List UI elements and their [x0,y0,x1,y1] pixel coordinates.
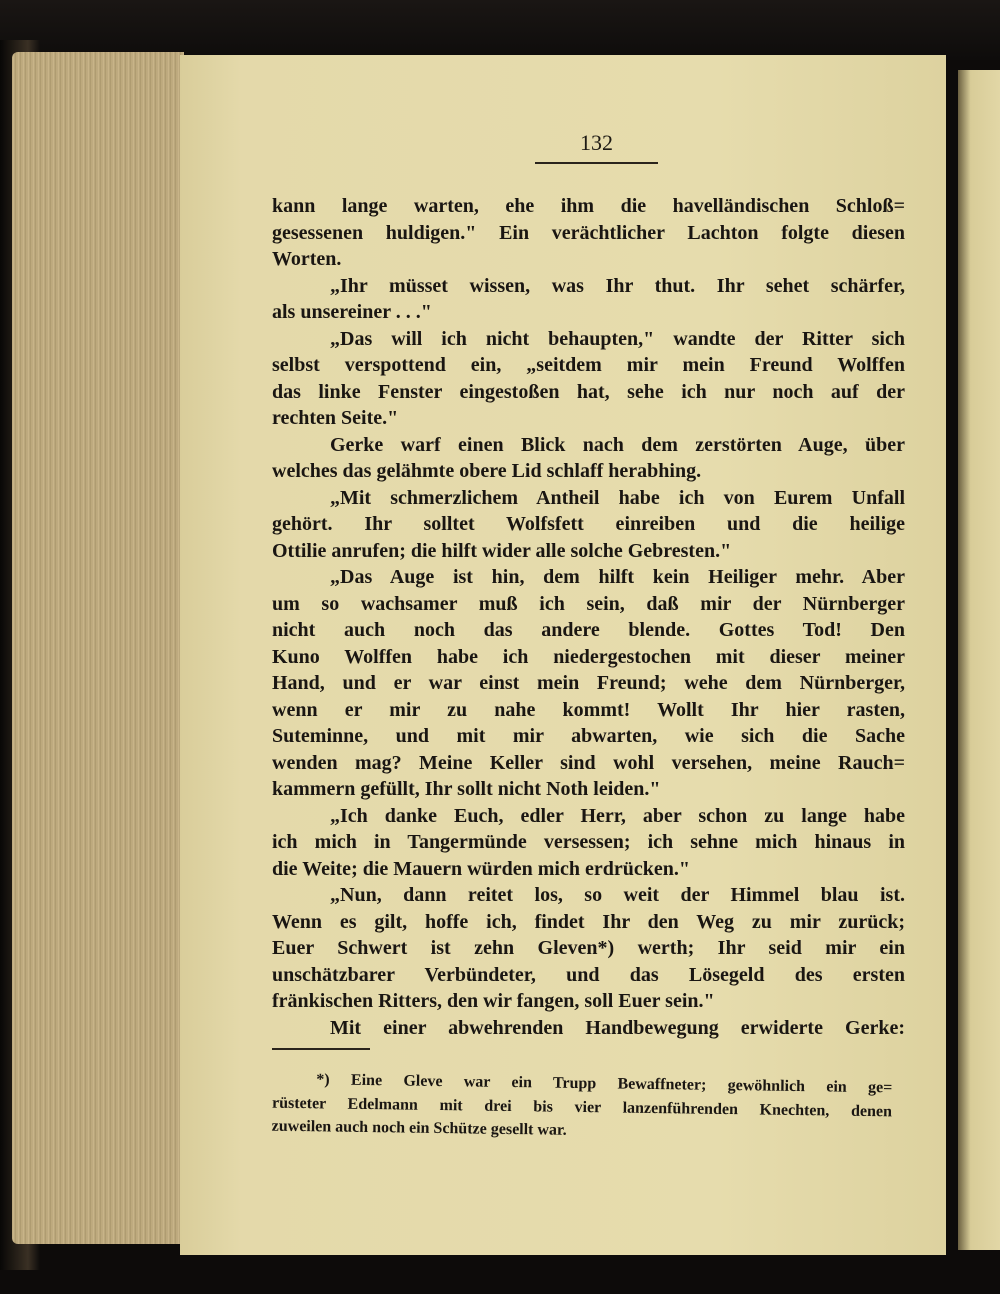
text-line: Hand, und er war einst mein Freund; wehe dem Nürnberger, [272,672,905,694]
text-line: wenn er mir zu nahe kommt! Wollt Ihr hier rasten, [272,698,905,721]
text-line: „Nun, dann reitet los, so weit der Himmel blau ist. [330,884,905,906]
text-line: gehört. Ihr solltet Wolfsfett einreiben und die heilige [272,513,905,535]
body-text [272,193,905,1041]
text-line: als unsereiner . . ." [272,301,432,323]
text-line: ich mich in Tangermünde versessen; ich sehne mich hinaus in [272,831,905,853]
text-line: die Weite; die Mauern würden mich erdrücken." [272,857,690,880]
text-line: unschätzbarer Verbündeter, und das Lösegeld des ersten [272,963,905,986]
text-line: Suteminne, und mit mir abwarten, wie sich die Sache [272,725,905,747]
text-line: „Mit schmerzlichem Antheil habe ich von Eurem Unfall [330,486,905,509]
text-line: Ottilie anrufen; die hilft wider alle solche Gebresten." [272,539,732,562]
text-line: selbst verspottend ein, „seitdem mir mein Freund Wolffen [272,354,905,376]
text-line: kann lange warten, ehe ihm die havelländischen Schloß= [272,195,905,217]
text-line: Euer Schwert ist zehn Gleven*) werth; Ihr seid mir ein [272,937,905,959]
text-line: fränkischen Ritters, den wir fangen, soll Euer sein." [272,990,715,1012]
text-line: „Ihr müsset wissen, was Ihr thut. Ihr sehet schärfer, [330,274,905,297]
text-line: „Das Auge ist hin, dem hilft kein Heiliger mehr. Aber [330,566,905,588]
footnote-line: *) Eine Gleve war ein Trupp Bewaffneter; gewöhnlich ein ge= [316,1071,893,1097]
text-line: das linke Fenster eingestoßen hat, sehe ich nur noch auf der [272,380,905,403]
text-line: kammern gefüllt, Ihr sollt nicht Noth leiden." [272,778,661,800]
footnote [272,1068,893,1147]
text-line: rechten Seite." [272,407,399,429]
page-edges-stack [12,52,184,1244]
text-line: Wenn es gilt, hoffe ich, findet Ihr den Weg zu mir zurück; [272,910,905,933]
footnote-line: rüsteter Edelmann mit drei bis vier lanzenführenden Knechten, denen [271,1094,893,1120]
text-line: „Ich danke Euch, edler Herr, aber schon zu lange habe [330,804,905,827]
footnote-separator [272,1048,370,1050]
text-line: gesessenen huldigen." Ein verächtlicher Lachton folgte diesen [272,221,905,244]
page-number-rule [535,162,658,164]
text-line: „Das will ich nicht behaupten," wandte der Ritter sich [330,327,905,350]
text-line: um so wachsamer muß ich sein, daß mir der Nürnberger [272,592,905,615]
text-line: welches das gelähmte obere Lid schlaff herabhing. [272,460,702,482]
facing-page-edge [958,70,1000,1250]
text-line: nicht auch noch das andere blende. Gottes Tod! Den [272,619,905,641]
page-number: 132 [580,130,613,155]
text-line: Worten. [272,248,342,270]
text-line: Kuno Wolffen habe ich niedergestochen mit dieser meiner [272,645,905,668]
text-line: wenden mag? Meine Keller sind wohl versehen, meine Rauch= [272,751,905,774]
footnote-line: zuweilen auch noch ein Schütze gesellt war. [271,1117,567,1139]
scan-background-top [0,0,1000,60]
text-line: Gerke warf einen Blick nach dem zerstörten Auge, über [330,433,905,456]
text-line: Mit einer abwehrenden Handbewegung erwiderte Gerke: [330,1016,905,1039]
